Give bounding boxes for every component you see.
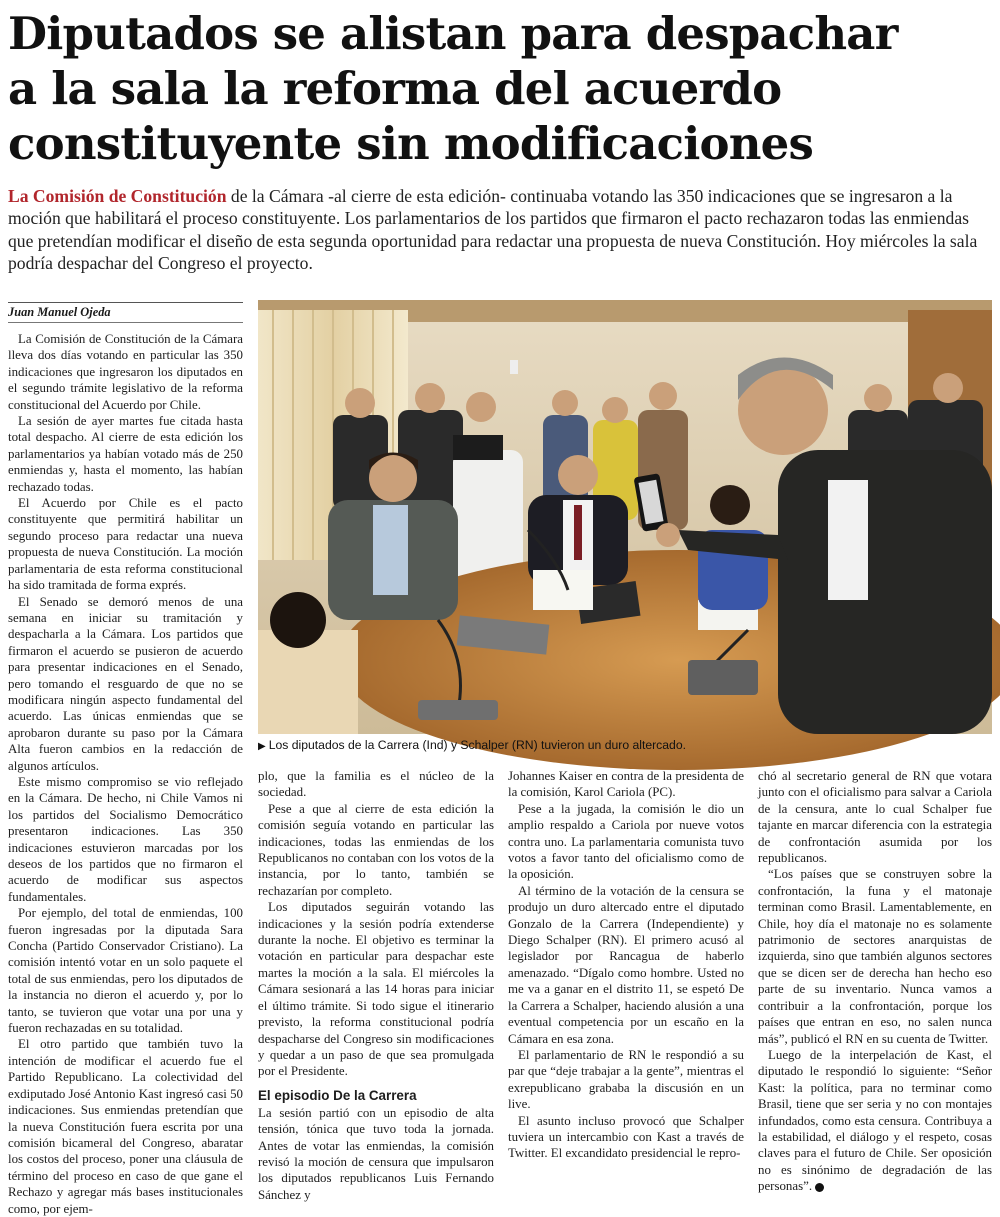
col3-paragraph: El asunto incluso provocó que Schalper tuviera un intercambio con Kast a través de Twitter. El excandidato presidencial le repro- xyxy=(508,1113,744,1161)
col2-paragraph: Pese a que al cierre de esta edición la comisión seguía votando en particular las indicaciones, todas las enmiendas de los Republicanos no contaban con los votos de la instancia, por lo tanto, también se rechazarían por completo. xyxy=(258,801,494,898)
col1-paragraph: El otro partido que también tuvo la intención de modificar el acuerdo fue el Partido Republicano. La colectividad del exdiputado José Antonio Kast ingresó casi 50 indicaciones. Sus enmiendas pretendían que la nueva Constitución fuera escrita por una comisión bicameral del Congreso, abaratar los costos del proceso, poner una cláusula de término del proceso en caso de que gane el Rechazo y agregar más bases institucionales como, por ejem- xyxy=(8,1037,243,1216)
col3-paragraph: Johannes Kaiser en contra de la presidenta de la comisión, Karol Cariola (PC). xyxy=(508,769,744,800)
headline-line-3: constituyente sin modificaciones xyxy=(8,117,814,170)
article-column-4 xyxy=(758,768,992,1194)
article-column-1 xyxy=(8,331,243,1216)
byline-rule-bottom xyxy=(8,322,243,323)
headline-line-2: a la sala la reforma del acuerdo xyxy=(8,62,782,115)
col1-paragraph: La Comisión de Constitución de la Cámara lleva dos días votando en particular las 350 indicaciones que ingresaron los diputados en el segundo trámite legislativo de la reforma constitucional del Acuerdo por Chile. xyxy=(8,332,243,412)
col3-paragraph: El parlamentario de RN le respondió a su par que “deje trabajar a la gente”, mientras el exrepublicano grababa la discusión en un live. xyxy=(508,1047,744,1112)
lead-kicker: La Comisión de Constitución xyxy=(8,186,227,206)
byline: Juan Manuel Ojeda xyxy=(8,305,111,319)
lead-text: de la Cámara -al cierre de esta edición- continuaba votando las 350 indicaciones que se ingresaron a la moción que habilitará el proceso constituyente. Los parlamentarios de los partidos que firmaron el pacto rechazaron todas las enmiendas que pretendían modificar el diseño de esta segunda oportunidad para redactar una propuesta de nueva Constitución. Hoy miércoles la sala podría despachar del Congreso el proyecto. xyxy=(8,186,978,273)
headline-line-1: Diputados se alistan para despachar xyxy=(8,7,898,60)
col1-paragraph: El Senado se demoró menos de una semana en iniciar su tramitación y despacharla a la Cámara. Los partidos que firmaron el acuerdo se pusieron de acuerdo para presentar indicaciones en el Senado, pero tomando el resguardo de que no se modificara ningún aspecto fundamental del acuerdo. Las únicas enmiendas que se aprobaron durante su paso por la Cámara Alta fueron cambios en la redacción de algunos artículos. xyxy=(8,594,243,773)
end-of-article-icon xyxy=(815,1183,824,1192)
subheading: El episodio De la Carrera xyxy=(258,1087,417,1103)
photo-caption-text: Los diputados de la Carrera (Ind) y Schalper (RN) tuvieron un duro altercado. xyxy=(268,738,687,752)
col1-paragraph: El Acuerdo por Chile es el pacto constituyente que permitirá habilitar un segundo proceso para redactar una nueva propuesta de nueva Constitución. La moción parlamentaria de esta reforma constitucional ha sido tramitada de forma exprés. xyxy=(8,496,243,593)
col1-paragraph: Por ejemplo, del total de enmiendas, 100 fueron ingresadas por la diputada Sara Concha (Partido Conservador Cristiano). La comisión intentó votar en un solo paquete el total de sus enmiendas, pero los diputados de la instancia no dieron el acuerdo y, por lo tanto, se tuvieron que votar una por una y fueron rechazadas en su totalidad. xyxy=(8,906,243,1036)
col4-paragraph: chó al secretario general de RN que votara junto con el oficialismo para salvar a Cariola de la censura, ante lo cual Schalper fue tajante en marcar diferencia con la estrategia de confrontación asumida por los republicanos. xyxy=(758,769,992,866)
caption-arrow-icon: ▶ xyxy=(258,741,266,752)
col3-paragraph: Al término de la votación de la censura se produjo un duro altercado entre el diputado Gonzalo de la Carrera (Independiente) y Diego Schalper (RN). El primero acusó al legislador por Rancagua de haberlo amenazado. “Dígalo como hombre. Usted no me va a ganar en el distrito 11, se espetó De la Carrera a Schalper, haciendo alusión a una eventual competencia por un escaño en la Cámara en esa zona. xyxy=(508,883,744,1046)
col4-paragraph xyxy=(758,1047,992,1195)
article-column-2 xyxy=(258,768,494,1202)
col1-paragraph: Este mismo compromiso se vio reflejado en la Cámara. De hecho, ni Chile Vamos ni los partidos del Socialismo Democrático presentaron indicaciones. Las 350 indicaciones estuvieron marcadas por los deseos de los partidos que no firmaron el acuerdo de modificar sus aspectos fundamentales. xyxy=(8,774,243,904)
headline xyxy=(8,6,993,171)
col2-paragraph: Los diputados seguirán votando las indicaciones y la sesión podría extenderse durante la noche. El objetivo es terminar la votación en particular para despachar este martes la moción a la sala. El miércoles la Cámara sesionará a las 14 horas para iniciar el último trámite. Si todo sigue el itinerario previsto, la reforma constitucional podría despacharse del Congreso sin modificaciones y quedar a un paso de que sea promulgada por el Presidente. xyxy=(258,900,494,1079)
byline-rule-top xyxy=(8,302,243,303)
lead-paragraph xyxy=(8,185,993,274)
col3-paragraph: Pese a la jugada, la comisión le dio un amplio respaldo a Cariola por nueve votos contra uno. La parlamentaria comunista tuvo votos a favor tanto del oficialismo como de la oposición. xyxy=(508,801,744,882)
meeting-photo-illustration xyxy=(258,300,992,734)
col4-final-text: Luego de la interpelación de Kast, el diputado le respondió lo siguiente: “Señor Kast: la política, para no terminar como Brasil, tiene que ser seria y no con montajes infundados, como esta censura. Contribuya a la estabilidad, el diálogo y el respeto, cosas claves para el futuro de Chile. Ser oposición no es sinónimo de degradación de las personas”. xyxy=(758,1047,992,1194)
news-photo xyxy=(258,300,992,734)
col2-paragraph: plo, que la familia es el núcleo de la sociedad. xyxy=(258,769,494,800)
col1-paragraph: La sesión de ayer martes fue citada hasta total despacho. Al cierre de esta edición los parlamentarios ya habían votado más de 250 enmiendas y, hasta el momento, las habían rechazado todas. xyxy=(8,414,243,494)
col2-paragraph: La sesión partió con un episodio de alta tensión, tónica que tuvo toda la jornada. Antes de votar las enmiendas, la comisión revisó la moción de censura que impulsaron los diputados republicanos Luis Fernando Sánchez y xyxy=(258,1105,494,1202)
col4-paragraph: “Los países que se construyen sobre la confrontación, la funa y el matonaje terminan como Brasil. Lamentablemente, en Chile, hoy día el matonaje no es solamente patrimonio de sectores anarquistas de izquierda, sino que también algunos sectores que se dicen ser de derecha han hecho eso parte de su inventario. Nunca vamos a contribuir a la confrontación, porque los países que entran en eso, no salen nunca más”, publicó el RN en su cuenta de Twitter. xyxy=(758,867,992,1046)
photo-caption xyxy=(258,737,992,755)
article-column-3 xyxy=(508,768,744,1161)
